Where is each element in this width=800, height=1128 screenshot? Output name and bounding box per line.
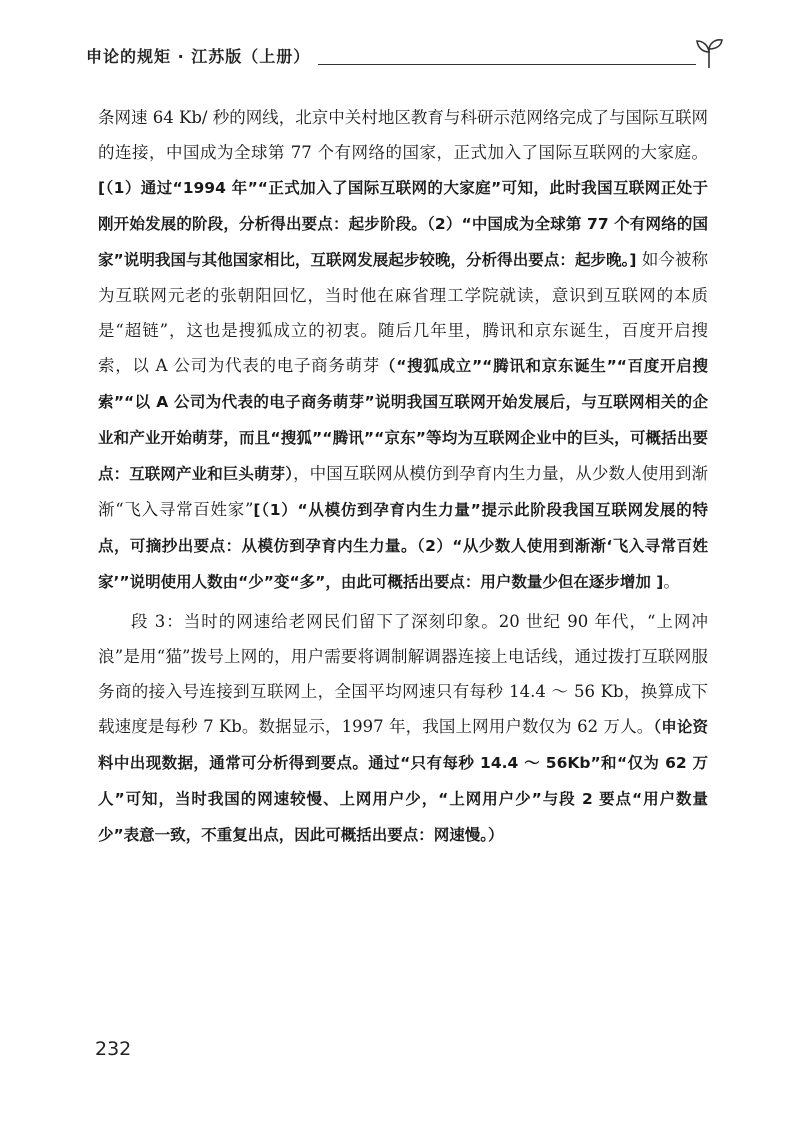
sprout-icon (692, 36, 726, 70)
annotation-note: （申论资料中出现数据，通常可分析得到要点。通过“只有每秒 14.4 ～ 56Kb”和“仅为 62 万人”可知，当时我国的网速较慢、上网用户少，“上网用户少”与段 2 要点“用户数量少”表意一致，不重复出点，因此可概括出要点：网速慢。） (98, 718, 708, 844)
running-header (86, 36, 726, 76)
annotation-note: （“搜狐成立”“腾讯和京东诞生”“百度开启搜索”“以 A 公司为代表的电子商务萌芽”说明我国互联网开始发展后，与互联网相关的企业和产业开始萌芽，而且“搜狐”“腾讯”“京东”等均为互联网企业中的巨头，可概括出要点：互联网产业和巨头萌芽） (98, 357, 709, 483)
body-sentence: 如今被称为互联网元老的张朝阳回忆，当时他在麻省理工学院就读，意识到互联网的本质是“超链”，这也是搜狐成立的初衷。随后几年里，腾讯和京东诞生，百度开启搜索，以 A 公司为代表的电子商务萌芽 (98, 250, 708, 375)
paragraph-1 (98, 100, 708, 600)
body-text (98, 100, 708, 853)
paragraph-2 (98, 604, 708, 853)
body-sentence: 。 (663, 572, 680, 591)
annotation-note: [（1）“从模仿到孕育内生力量”提示此阶段我国互联网发展的特点，可摘抄出要点：从模仿到孕育内生力量。（2）“从少数人使用到渐渐‘飞入寻常百姓家’”说明使用人数由“少”变“多”，由此可概括出要点：用户数量少但在逐步增加 ] (98, 501, 708, 591)
body-sentence: 条网速 64 Kb/ 秒的网线，北京中关村地区教育与科研示范网络完成了与国际互联网的连接，中国成为全球第 77 个有网络的国家，正式加入了国际互联网的大家庭。 (98, 108, 708, 162)
page-number: 232 (95, 1038, 132, 1060)
annotation-note: [（1）通过“1994 年”“正式加入了国际互联网的大家庭”可知，此时我国互联网正处于刚开始发展的阶段，分析得出要点：起步阶段。（2）“中国成为全球第 77 个有网络的国家”说明我国与其他国家相比，互联网发展起步较晚，分析得出要点：起步晚。] (98, 179, 708, 269)
body-sentence: ，中国互联网从模仿到孕育内生力量，从少数人使用到渐渐“飞入寻常百姓家” (98, 464, 709, 519)
header-rule (318, 64, 696, 65)
body-sentence: 段 3：当时的网速给老网民们留下了深刻印象。20 世纪 90 年代，“上网冲浪”是用“猫”拨号上网的，用户需要将调制解调器连接上电话线，通过拨打互联网服务商的接入号连接到互联网上，全国平均网速只有每秒 14.4 ～ 56 Kb，换算成下载速度是每秒 7 Kb。数据显示，1997 年，我国上网用户数仅为 62 万人。 (98, 612, 708, 736)
header-title: 申论的规矩 · 江苏版（上册） (86, 47, 311, 66)
